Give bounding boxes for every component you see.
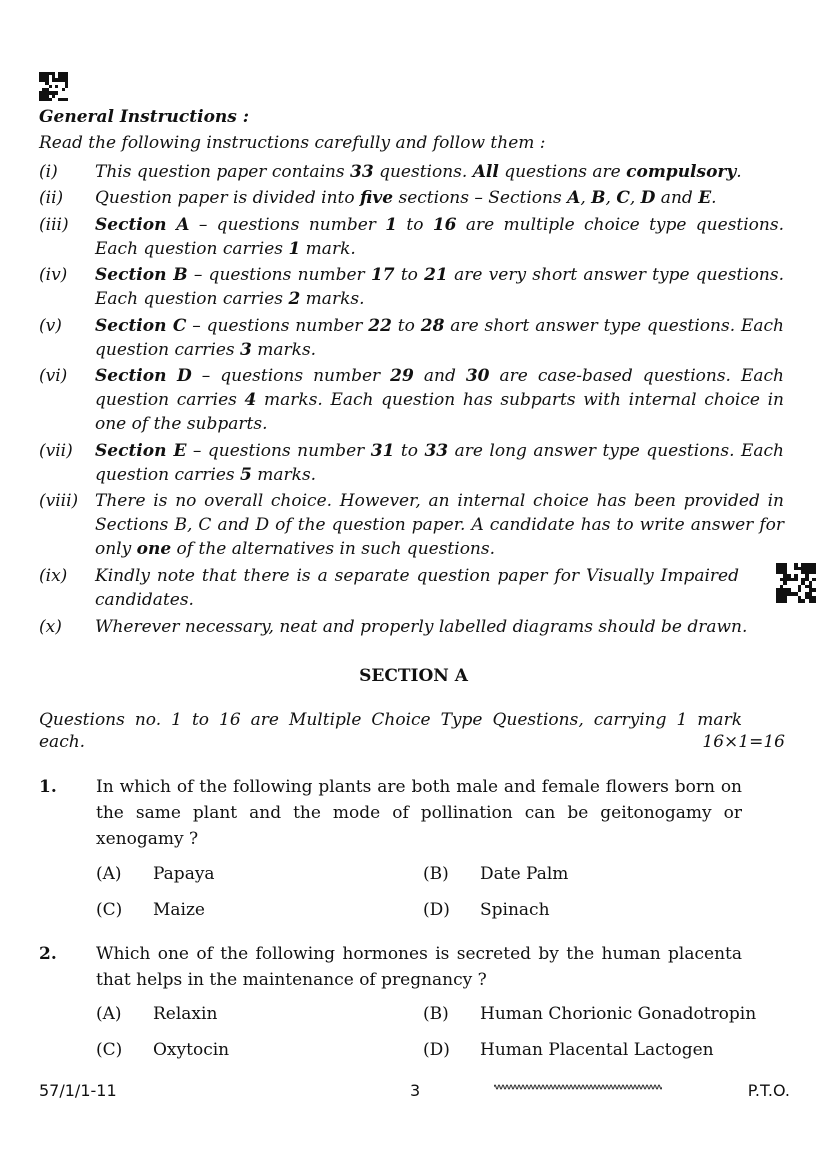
option-text: Oxytocin [153, 1040, 230, 1060]
question-text: Which one of the following hormones is secreted by the human placenta that helps in the maintenance of pregnancy ? [96, 944, 742, 990]
instruction-number: (vi) [39, 366, 68, 386]
instruction-item [39, 160, 784, 184]
option-label: (A) [96, 864, 122, 884]
option-label: (A) [96, 1004, 122, 1024]
instruction-text: Section C – questions number 22 to 28 are short answer type questions. Each question carries 3 marks. [95, 316, 785, 360]
pto-label: P.T.O. [747, 1081, 790, 1100]
instruction-text: Section D – questions number 29 and 30 are case-based questions. Each question carries 4 marks. Each question has subparts with internal choice in one of the subparts. [95, 366, 784, 434]
qr-code-side [776, 563, 816, 603]
instruction-number: (vii) [39, 441, 73, 461]
instruction-number: (x) [39, 617, 62, 637]
section-title: SECTION A [359, 666, 468, 686]
instruction-text: Question paper is divided into five sections – Sections A, B, C, D and E. [95, 188, 717, 208]
instruction-item [39, 615, 784, 639]
page-number: 3 [410, 1081, 421, 1100]
instruction-item [39, 186, 784, 210]
option-text: Maize [153, 900, 205, 920]
option-text: Papaya [153, 864, 215, 884]
instruction-item [39, 263, 784, 311]
option-text: Date Palm [480, 864, 569, 884]
option-label: (B) [423, 1004, 449, 1024]
instruction-item [39, 564, 784, 612]
paper-code: 57/1/1-11 [39, 1081, 117, 1100]
option-label: (D) [423, 1040, 450, 1060]
question-number: 1. [39, 777, 57, 797]
option-label: (C) [96, 900, 123, 920]
instruction-text: This question paper contains 33 questions. All questions are compulsory. [95, 162, 742, 182]
instruction-item [39, 213, 784, 261]
option-text: Spinach [480, 900, 550, 920]
option-text: Human Chorionic Gonadotropin [480, 1004, 757, 1024]
question-number: 2. [39, 944, 57, 964]
instruction-item [39, 489, 784, 561]
instruction-number: (ix) [39, 566, 68, 586]
option-text: Relaxin [153, 1004, 218, 1024]
question-text: In which of the following plants are both male and female flowers born on the same plant and the mode of pollination can be geitonogamy or xenogamy ? [96, 777, 742, 849]
instruction-item [39, 364, 784, 436]
instruction-text: Section E – questions number 31 to 33 are long answer type questions. Each question carries 5 marks. [95, 441, 785, 485]
option-text: Human Placental Lactogen [480, 1040, 714, 1060]
instruction-text: Section B – questions number 17 to 21 are very short answer type questions. Each question carries 2 marks. [95, 265, 784, 309]
instruction-number: (iii) [39, 215, 69, 235]
instruction-text: There is no overall choice. However, an internal choice has been provided in Sections B, C and D of the question paper. A candidate has to write answer for only one of the alternatives in such questions. [95, 491, 784, 559]
general-instructions-title: General Instructions : [39, 107, 250, 127]
instruction-text: Kindly note that there is a separate question paper for Visually Impaired candidates. [95, 566, 739, 610]
instruction-item [39, 314, 784, 362]
instruction-text: Wherever necessary, neat and properly labelled diagrams should be drawn. [95, 617, 748, 637]
instruction-number: (v) [39, 316, 62, 336]
section-description: Questions no. 1 to 16 are Multiple Choice Type Questions, carrying 1 mark [39, 710, 742, 730]
instruction-number: (viii) [39, 491, 79, 511]
qr-code-top [39, 72, 68, 101]
instruction-number: (ii) [39, 188, 64, 208]
instruction-number: (iv) [39, 265, 68, 285]
general-instructions-intro: Read the following instructions carefully and follow them : [39, 133, 546, 153]
instruction-text: Section A – questions number 1 to 16 are multiple choice type questions. Each question carries 1 mark. [95, 215, 784, 259]
instruction-number: (i) [39, 162, 58, 182]
option-label: (B) [423, 864, 449, 884]
instruction-item [39, 439, 784, 487]
section-description-cont: each. [39, 732, 86, 752]
wave-line-decoration [494, 1082, 662, 1092]
option-label: (D) [423, 900, 450, 920]
option-label: (C) [96, 1040, 123, 1060]
section-marks: 16×1=16 [702, 732, 785, 752]
